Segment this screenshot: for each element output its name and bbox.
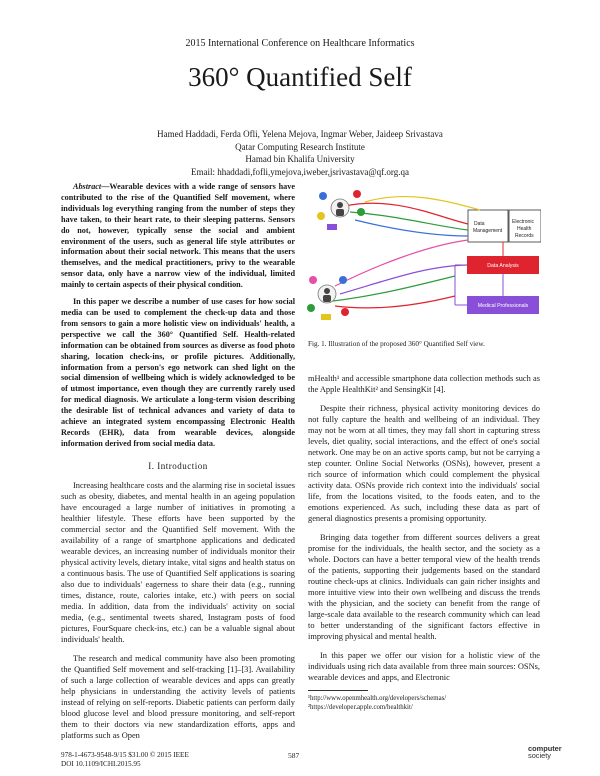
- publication-info: [61, 751, 189, 769]
- abstract-label: Abstract: [73, 182, 102, 191]
- introduction-section: [61, 461, 295, 741]
- affiliation-1: Qatar Computing Research Institute: [235, 141, 365, 152]
- figure-1-caption: Fig. 1. Illustration of the proposed 360° Quantified Self view.: [308, 340, 485, 348]
- paper-title: 360° Quantified Self: [188, 62, 412, 92]
- footnote-divider: [308, 690, 368, 691]
- label-medical-professionals: Medical Professionals: [477, 303, 529, 309]
- person-top-icon: [317, 190, 365, 230]
- logo-line-2: society: [528, 751, 552, 761]
- right-column: [308, 373, 540, 683]
- link-green-2: [333, 276, 455, 301]
- author-block: [0, 128, 600, 178]
- author-email: Email: hhaddadi,fofli,ymejova,iweber,jsrivastava@qf.org.qa: [191, 166, 409, 177]
- right-paragraph-2: Bringing data together from different sources delivers a great promise for the individuals, the health sector, and the society as a whole. Doctors can have a better temporal view of the health trends of the patients, supporting their judgements based on the standard routine check-ups at clinics. Individuals can gain richer insights and more intuitive view into their own wellbeing and discuss the trends with the physician, and the society can benefit from the range of large-scale data available to the research community which can lead to better understanding of the significant factors effective in improving physical and mental health.: [308, 533, 540, 641]
- label-electronic: Electronic: [512, 219, 534, 225]
- computer-society-logo: [528, 745, 568, 760]
- intro-paragraph-2: The research and medical community have also been promoting the Quantified Self movement and self-tracking [1]–[3]. Availability of such a large collection of wearable devices and apps can greatly help physicians in understanding the activity levels of patients instead of relying on self-reports. Diabetic patients can perform daily blood glucose level and blood pressure monitoring, and self-report them to their doctors via new standardization efforts, apps and platforms such as Open: [61, 654, 295, 740]
- logo-line-1: computer: [528, 744, 562, 753]
- figure-1-diagram: [305, 186, 541, 334]
- abstract: [61, 182, 295, 450]
- abstract-paragraph-1: Abstract—Wearable devices with a wide range of sensors have contributed to the rise of the Quantified Self movement, where individuals log everything ranging from the number of steps they have taken, to their heart rate, to their sleeping patterns. Sensors do not, however, typically sense the social and ambient environment of the users, such as general life style attributes or information about their social network. This means that the users themselves, and the medical practitioners, privy to the wearable sensor data, only have a narrow view of the individual, limited mainly to certain aspects of their physical condition.: [61, 182, 295, 290]
- isbn-line: 978-1-4673-9548-9/15 $31.00 © 2015 IEEE: [61, 751, 189, 759]
- author-names: Hamed Haddadi, Ferda Ofli, Yelena Mejova, Ingmar Weber, Jaideep Srivastava: [157, 129, 443, 139]
- footnotes: [308, 694, 540, 712]
- label-management: Management: [473, 228, 503, 234]
- affiliation-2: Hamad bin Khalifa University: [245, 154, 355, 164]
- link-pink: [335, 240, 468, 286]
- label-records: Records: [515, 233, 534, 239]
- person-bottom-icon: [307, 276, 349, 320]
- label-data: Data: [474, 221, 485, 227]
- right-paragraph-3: In this paper we offer our vision for a holistic view of the individuals using rich data available from three main sources: OSNs, wearable devices and apps, and Electronic: [308, 651, 540, 682]
- page-number: 587: [288, 751, 300, 760]
- footnote-2: ²https://developer.apple.com/healthkit/: [308, 704, 413, 711]
- intro-paragraph-1: Increasing healthcare costs and the alarming rise in societal issues such as obesity, diabetes, and mental health in an ageing population have encouraged a large number of initiatives in promoting a healthier lifestyle. These efforts have been supported by the commercial sector and the Quantified Self movement. With the availability of a range of smartphone applications and dedicated wearable devices, an increasing number of individuals monitor their physical activity levels, dietary intake, vital signs and health status on a continuous basis. The use of Quantified Self applications is soaring also due to individuals' eagerness to share their data (e.g., running times, distance, route, calories intake, etc.) with peers on social media. In addition, data from the individuals' activity on social media, (e.g., sentimental tweets shared, Instagram posts of food pictures, FourSquare check-ins, etc.) can be a valuable signal about individuals' health.: [61, 481, 295, 644]
- right-continuation: mHealth¹ and accessible smartphone data collection methods such as the Apple HealthKit² and SensingKit [4].: [308, 374, 540, 394]
- doi-line: DOI 10.1109/ICHI.2015.95: [61, 760, 141, 768]
- label-data-analysis: Data Analysis: [487, 263, 519, 269]
- conference-header: 2015 International Conference on Healthcare Informatics: [185, 38, 415, 49]
- link-purple: [340, 265, 467, 294]
- footnote-1: ¹http://www.openmhealth.org/developers/schemas/: [308, 695, 447, 702]
- right-paragraph-1: Despite their richness, physical activity monitoring devices do not fully capture the health and wellbeing of an individual. They may not be worn at all times, they may fall short in capturing stress levels, diet quality, social interactions, and the effect of one's social network. One may be on an active sports camp, but not be carrying a step counter. Online Social Networks (OSNs), however, present a rich source of information which could complement the physical activity data. OSNs provide rich context into the individuals' social life, from the locations visited, to the foods eaten, and to the emotions experienced. As such, including these data as part of general diagnostics presents a promising opportunity.: [308, 404, 540, 523]
- link-green: [350, 212, 468, 230]
- abstract-paragraph-2: In this paper we describe a number of use cases for how social media can be used to complement the check-up data and those from sensors to gain a more holistic view on individuals' health, a perspective we call the 360° Quantified Self. Health-related information can be obtained from sources as diverse as food photo sharing, location check-ins, or profile pictures. Additionally, information from a person's ego network can shed light on the social dimension of wellbeing which is widely acknowledged to be of utmost importance, even though they are currently rarely used for medical diagnosis. We articulate a long-term vision describing the desirable list of technical advances and variety of data to achieve an integrated system encompassing Electronic Health Records (EHR), data from wearable devices, alongside information derived from social media data.: [61, 297, 295, 448]
- section-heading-introduction: I. Introduction: [148, 461, 208, 471]
- label-health: Health: [517, 226, 532, 232]
